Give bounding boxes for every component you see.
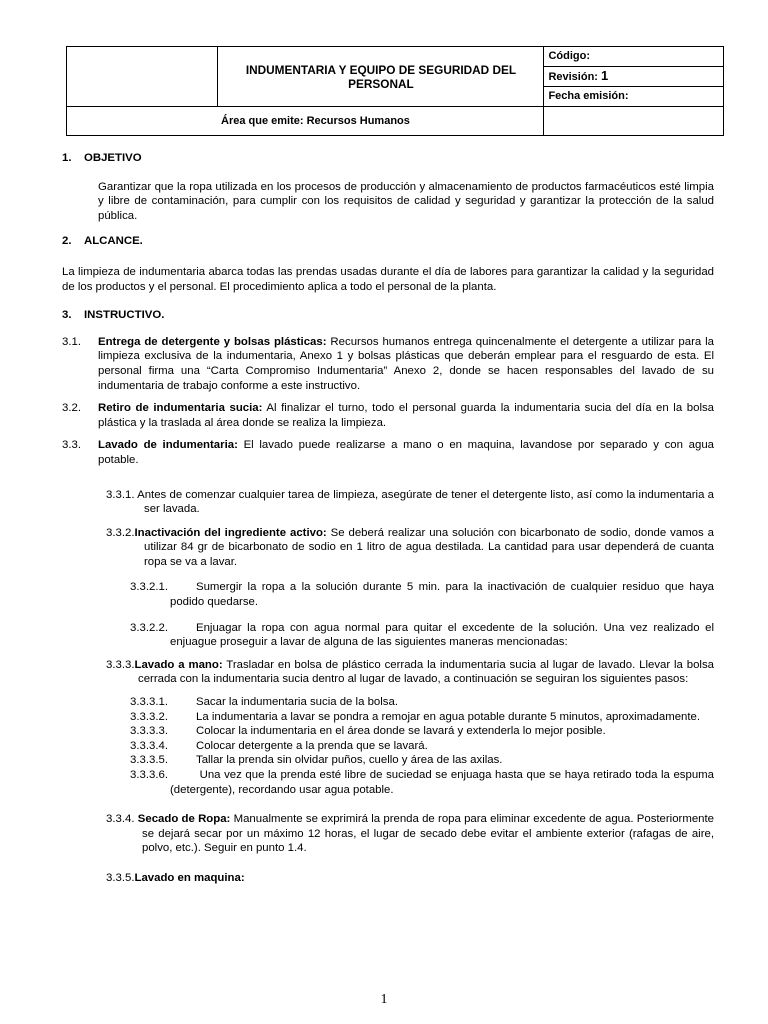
paragraph-text: [98, 335, 714, 393]
section-alcance-heading: [62, 234, 714, 249]
paragraph-number: 3.3.3.: [106, 658, 135, 671]
area-emite-label: Área que emite: Recursos Humanos: [221, 114, 410, 127]
paragraph-number: 3.3.4.: [106, 813, 135, 826]
paragraph-number: 3.3.: [62, 439, 81, 452]
fecha-emision-label: Fecha emisión:: [548, 90, 629, 103]
area-blank-cell: [544, 107, 724, 136]
alcance-text: La limpieza de indumentaria abarca todas las prendas usadas durante el día de labores para garantizar la calidad y la seguridad de los productos y el personal. El procedimiento aplica a todo el personal de la planta.: [62, 265, 714, 293]
logo-cell: [67, 47, 218, 107]
codigo-label: Código:: [548, 50, 590, 63]
paragraph-body: El lavado puede realizarse a mano o en maquina, lavandose por separado y con agua potable.: [98, 439, 714, 466]
paragraph-3-3-4: [106, 812, 714, 856]
paragraph-3-3-1: [106, 488, 714, 517]
step-number: 3.3.3.3.: [130, 725, 168, 738]
paragraph-text: [98, 438, 714, 467]
list-item: [130, 724, 714, 739]
step-text: Una vez que la prenda esté libre de suciedad se enjuaga hasta que se haya retirado toda la espuma (detergente), recordando usar agua potable.: [170, 769, 714, 796]
paragraph-body: Se deberá realizar una solución con bicarbonato de sodio, donde vamos a utilizar 84 gr de bicarbonato de sodio en 1 litro de agua destilada. La cantidad para usar dependerá de cuanta ropa se va a lavar.: [144, 526, 714, 568]
paragraph-lead: Retiro de indumentaria sucia:: [98, 402, 263, 415]
section-title: ALCANCE.: [84, 235, 143, 248]
page-number: 1: [380, 992, 388, 1007]
paragraph-lead: Lavado a mano:: [134, 658, 223, 671]
paragraph-number: 3.3.2.1.: [130, 581, 168, 594]
paragraph-number: 3.1.: [62, 335, 81, 348]
paragraph-3-3-5: [106, 871, 714, 886]
document-header-table: [66, 46, 724, 136]
paragraph-body: Recursos humanos entrega quincenalmente el detergente a utilizar para la limpieza exclusiva de la indumentaria, Anexo 1 y bolsas plásticas que deberán emplear para el resguardo de esta. El personal firma una “Carta Compromiso Indumentaria” Anexo 2, donde se hacen responsables del lavado de su indumentaria de trabajo conforme a este instructivo.: [98, 335, 714, 392]
paragraph-body: Antes de comenzar cualquier tarea de limpieza, asegúrate de tener el detergente listo, así como la indumentaria a ser lavada.: [134, 488, 714, 516]
paragraph-3-3-3: [106, 658, 714, 687]
paragraph-lead: Secado de Ropa:: [137, 813, 231, 826]
paragraph-lead: Inactivación del ingrediente activo:: [134, 526, 327, 539]
paragraph-body: Manualmente se exprimirá la prenda de ropa para eliminar excedente de agua. Posteriormente se dejará secar por un máximo 12 horas, el lugar de secado debe evitar el ambiente exterior (rafagas de aire, polvo, etc.). Seguir en punto 1.4.: [142, 813, 714, 855]
paragraph-3-3-2-1: [130, 580, 714, 609]
codigo-field: [544, 47, 724, 67]
revision-label: Revisión:: [548, 70, 598, 83]
paragraph-text: [98, 401, 714, 430]
section-title: INSTRUCTIVO.: [84, 309, 165, 322]
paragraph-number: 3.3.2.: [106, 526, 135, 539]
step-number: 3.3.3.6.: [130, 769, 168, 781]
document-page: [62, 46, 714, 886]
step-text: Colocar detergente a la prenda que se lavará.: [196, 739, 428, 752]
paragraph-number: 3.3.1.: [106, 488, 135, 501]
objetivo-text: Garantizar que la ropa utilizada en los procesos de producción y almacenamiento de productos farmacéuticos esté limpia y libre de contaminación, para cumplir con los requisitos de calidad y seguridad y garantizar la protección de la salud pública.: [98, 180, 714, 222]
paragraph-lead: Lavado de indumentaria:: [98, 439, 238, 452]
list-item: [130, 739, 714, 754]
revision-value: 1: [601, 67, 609, 83]
paragraph-body: Sumergir la ropa a la solución durante 5 min. para la inactivación de cualquier residuo que haya podido quedarse.: [170, 581, 714, 609]
list-item: [130, 710, 714, 725]
revision-field: [544, 67, 724, 87]
paragraph-body: Al finalizar el turno, todo el personal guarda la indumentaria sucia del día en la bolsa plástica y la traslada al área donde se realiza la limpieza.: [98, 402, 715, 429]
section-number: 1.: [62, 152, 72, 164]
section-number: 3.: [62, 309, 72, 322]
paragraph-number: 3.2.: [62, 402, 81, 415]
list-item: [130, 753, 714, 768]
step-number: 3.3.3.5.: [130, 754, 168, 767]
paragraph-3-3-2: [106, 526, 714, 570]
step-number: 3.3.3.2.: [130, 710, 168, 723]
fecha-emision-field: [544, 87, 724, 107]
step-number: 3.3.3.1.: [130, 696, 168, 709]
list-item: [130, 695, 714, 710]
paragraph-3-3: [62, 438, 714, 467]
section-objetivo-heading: [62, 151, 714, 166]
section-number: 2.: [62, 235, 72, 248]
paragraph-body: Enjuagar la ropa con agua normal para quitar el excedente de la solución. Una vez realizado el enjuague proseguir a lavar de alguna de las siguientes maneras mencionadas:: [170, 621, 714, 649]
list-item: [130, 768, 714, 797]
paragraph-3-2: [62, 401, 714, 430]
section-title: OBJETIVO: [84, 152, 142, 164]
step-text: Sacar la indumentaria sucia de la bolsa.: [196, 696, 398, 709]
paragraph-lead: Lavado en maquina:: [134, 871, 245, 884]
paragraph-number: 3.3.5.: [106, 871, 135, 884]
paragraph-lead: Entrega de detergente y bolsas plásticas:: [98, 335, 327, 348]
step-text: Colocar la indumentaria en el área donde se lavará y extenderla lo mejor posible.: [196, 725, 606, 738]
paragraph-3-3-2-2: [130, 621, 714, 650]
step-text: La indumentaria a lavar se pondra a remojar en agua potable durante 5 minutos, aproximadamente.: [196, 710, 701, 723]
steps-list: [130, 695, 714, 797]
document-title: INDUMENTARIA Y EQUIPO DE SEGURIDAD DEL PERSONAL: [218, 47, 544, 107]
paragraph-3-1: [62, 335, 714, 393]
paragraph-number: 3.3.2.2.: [130, 621, 168, 634]
area-emite: [67, 107, 544, 136]
step-text: Tallar la prenda sin olvidar puños, cuello y área de las axilas.: [196, 754, 503, 767]
paragraph-body: Trasladar en bolsa de plástico cerrada la indumentaria sucia al lugar de lavado. Llevar la bolsa cerrada con la indumentaria sucia dentro al lugar de lavado, a continuación se seguiran los siguientes pasos:: [138, 658, 714, 686]
section-instructivo-heading: [62, 308, 714, 323]
step-number: 3.3.3.4.: [130, 739, 168, 752]
